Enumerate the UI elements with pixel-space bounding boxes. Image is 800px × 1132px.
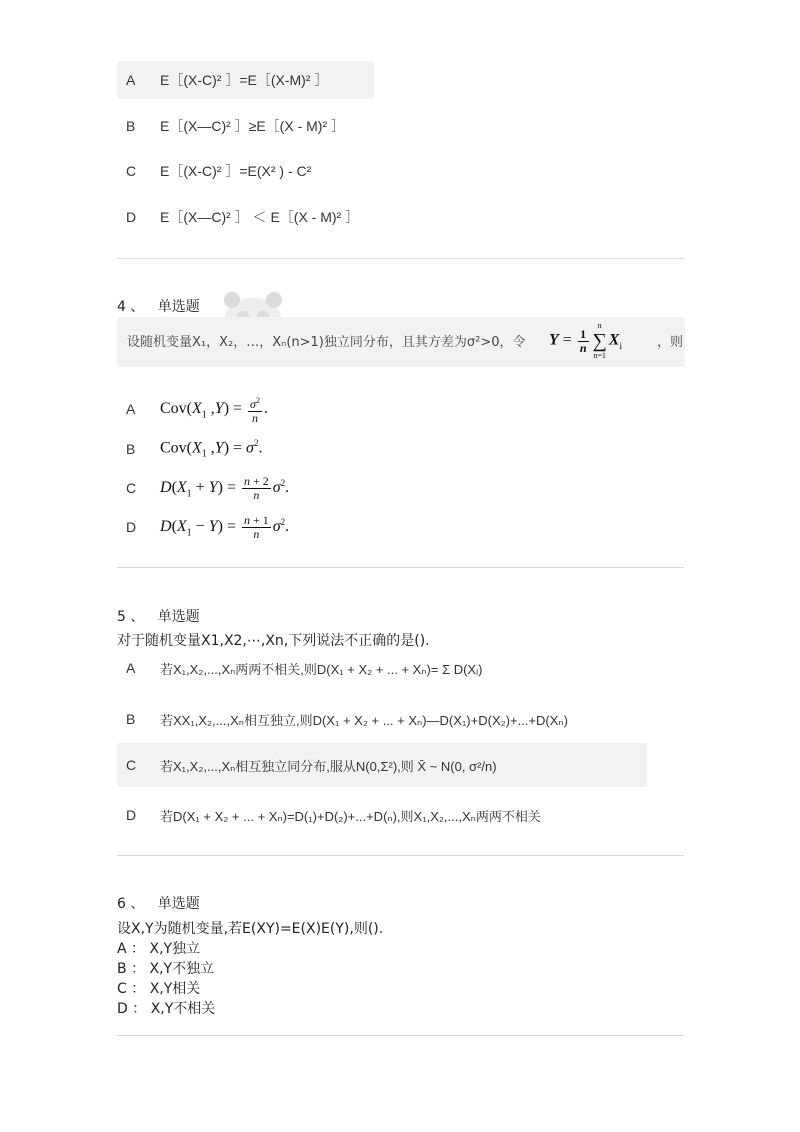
q5-option-d[interactable] [117, 796, 541, 834]
option-text: E［(X—C)² ］≥E［(X - M)² ］ [160, 118, 346, 134]
section-divider [117, 1035, 684, 1036]
option-letter: D [126, 807, 137, 823]
q5-stem: 对于随机变量X1,X2,⋯,Xn,下列说法不正确的是(). [117, 633, 430, 649]
q3-option-a[interactable] [117, 61, 374, 99]
option-text: 若X₁,X₂,...,Xₙ相互独立同分布,服从N(0,Σ²),则 X̄ ~ N(0, σ²/n) [160, 758, 497, 774]
q6-option-d[interactable] [117, 998, 215, 1018]
q4-stem-formula: Y = $\frac{1}{n}$ n ∑ n=1 $X_i$ [549, 321, 622, 360]
option-text: E［(X-C)² ］=E(X² ) - C² [160, 163, 312, 179]
q4-stem-suffix: ，则 [657, 335, 684, 350]
question-type: 单选题 [157, 896, 200, 912]
question-number: 6 、 [117, 896, 145, 912]
q6-option-c[interactable] [117, 978, 200, 998]
q5-option-a[interactable] [117, 648, 482, 688]
option-letter: A [126, 660, 136, 676]
q5-option-b[interactable] [117, 700, 568, 738]
question-number: 4 、 [117, 299, 145, 315]
option-sep: ： [131, 961, 146, 977]
option-text: X,Y相关 [149, 981, 201, 997]
q6-option-b[interactable] [117, 958, 214, 978]
option-text: E［(X—C)² ］ ＜ E［(X - M)² ］ [160, 209, 360, 225]
option-sep: ： [131, 941, 146, 957]
option-letter: A [126, 72, 136, 88]
option-letter: B [117, 961, 127, 977]
option-letter: D [126, 519, 137, 535]
option-text: X,Y不独立 [149, 961, 215, 977]
section-divider [117, 855, 684, 856]
q3-option-c[interactable] [117, 152, 311, 190]
option-sep: ： [131, 981, 146, 997]
option-letter: C [117, 981, 127, 997]
option-formula: $Cov(X_1$ $,Y) = \sigma^2$. [160, 438, 263, 460]
option-text: 若X₁,X₂,...,Xₙ两两不相关,则D(X₁ + X₂ + ... + Xₙ)= Σ D(Xᵢ) [160, 661, 483, 677]
option-letter: B [126, 441, 136, 457]
option-formula: $D(X_1 + Y)$ = $\frac{n + 2}{n}$ $\sigma^2$. [160, 473, 290, 502]
q6-header [117, 893, 200, 913]
q4-option-c[interactable] [117, 469, 289, 507]
q4-header [117, 296, 200, 316]
q4-option-d[interactable] [117, 508, 289, 546]
option-letter: A [117, 941, 127, 957]
option-text: X,Y独立 [149, 941, 201, 957]
question-number: 5 、 [117, 609, 145, 625]
q4-option-a[interactable] [117, 390, 268, 428]
q4-option-b[interactable] [117, 430, 262, 468]
question-type: 单选题 [157, 609, 200, 625]
option-text: 若XX₁,X₂,...,Xₙ相互独立,则D(X₁ + X₂ + ... + Xₙ)—D(X₁)+D(X₂)+...+D(Xₙ) [160, 712, 568, 728]
q3-option-d[interactable] [117, 198, 359, 236]
question-type: 单选题 [157, 299, 200, 315]
q6-option-a[interactable] [117, 938, 200, 958]
option-letter: B [126, 711, 136, 727]
section-divider [117, 258, 684, 259]
option-formula: $Cov(X_1$ ,Y) = $\frac{\sigma^2}{n}$ . [160, 395, 268, 425]
option-letter: B [126, 118, 136, 134]
option-formula: $D(X_1 - Y)$ = $\frac{n + 1}{n}$ $\sigma^2$. [160, 512, 290, 541]
option-letter: D [126, 209, 137, 225]
option-letter: C [126, 480, 137, 496]
option-letter: C [126, 163, 137, 179]
option-text: X,Y不相关 [150, 1001, 216, 1017]
q5-header [117, 606, 200, 626]
option-sep: ： [132, 1001, 147, 1017]
q5-option-c[interactable] [117, 743, 647, 787]
option-letter: C [126, 757, 137, 773]
option-text: E［(X-C)² ］=E［(X-M)² ］ [160, 72, 329, 88]
q4-stem-prefix: 设随机变量X₁，X₂，…，Xₙ(n>1)独立同分布，且其方差为σ²>0，令 [127, 335, 526, 350]
option-letter: D [117, 1001, 128, 1017]
q6-stem: 设X,Y为随机变量,若E(XY)=E(X)E(Y),则(). [117, 921, 384, 937]
q4-stem-box [117, 317, 685, 367]
option-letter: A [126, 401, 136, 417]
section-divider [117, 567, 684, 568]
q3-option-b[interactable] [117, 107, 345, 145]
option-text: 若D(X₁ + X₂ + ... + Xₙ)=D(₁)+D(₂)+...+D(ₙ),则X₁,X₂,...,Xₙ两两不相关 [160, 808, 541, 824]
